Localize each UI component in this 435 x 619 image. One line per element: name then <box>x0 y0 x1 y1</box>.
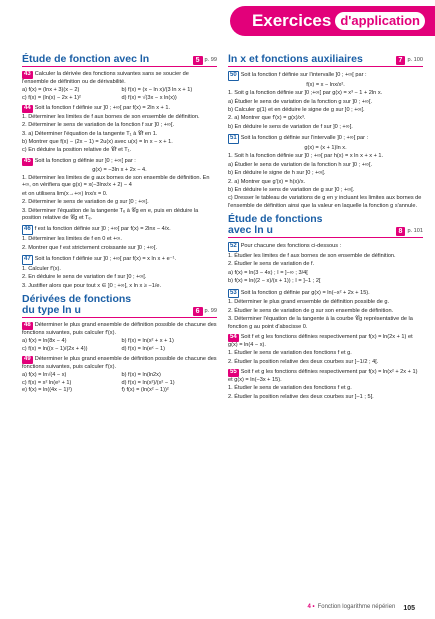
question-1b: et on utilisera lim(x→+∞) lnx/x = 0. <box>22 190 108 197</box>
item-a: a) f(x) = ln(8x − 4) <box>22 338 67 345</box>
exercise-number: 48 <box>24 322 31 329</box>
question-2b: b) En déduire le sens de variation de f sur ]0 ; +∞[. <box>228 123 353 130</box>
item-a: a) f(x) = (lnx + 3)(x − 2) <box>22 87 80 94</box>
item-a: a) f(x) = ln√(4 − x) <box>22 372 67 379</box>
question-2b: b) En déduire le sens de variation de g sur ]0 ; +∞[. <box>228 186 355 193</box>
section-title: Étude de fonction avec ln <box>22 53 150 65</box>
exercise-intro: Soit la fonction f définie sur ]0 ; +∞[ par f(x) = x ln x + e⁻¹. <box>34 256 177 263</box>
footer-label: Fonction logarithme népérien <box>317 604 396 611</box>
question-1: 1. Étudier le sens de variation des fonctions f et g. <box>228 350 352 357</box>
exercise-text: Calculer la dérivée des fonctions suivantes sans se soucier de l'ensemble de définition ou de dérivabilité. <box>22 71 189 85</box>
exercise-number: 53 <box>228 289 239 299</box>
item-c: c) f(x) = (ln(x) − 2x + 1)² <box>22 94 81 101</box>
footer-chapter: 4 • <box>307 604 315 611</box>
exercise-49 <box>22 356 217 394</box>
exercise-54 <box>228 334 423 366</box>
question-3c: c) En déduire la position relative de 𝒞f et T₁. <box>22 147 132 154</box>
exercise-46 <box>22 225 217 252</box>
item-b: b) f(x) = (x − ln x)/(3 ln x + 1) <box>121 87 193 94</box>
section-title <box>228 214 323 236</box>
exercise-intro: Soit f et g les fonctions définies respectivement par f(x) = ln(2x + 1) et g(x) = ln(4 − x). <box>228 333 413 348</box>
exercise-number: 45 <box>24 157 31 164</box>
exercise-number: 46 <box>22 225 33 235</box>
question-3: 3. Justifier alors que pour tout x ∈ ]0 ; +∞[, x ln x ≥ −1/e. <box>22 282 162 289</box>
ref-number: 5 <box>193 56 203 65</box>
banner-title: Exercices <box>251 10 332 30</box>
item-b: b) f(x) = ln(x² + x + 1) <box>121 338 174 345</box>
question-2: 2. Étudier la position relative des deux courbes sur ]−1/2 ; 4[. <box>228 358 379 365</box>
question-2: 2. Étudier le sens de variation de g sur son ensemble de définition. <box>228 307 394 314</box>
question-1b: b) Calculer g(1) et en déduire le signe de g sur ]0 ; +∞[. <box>228 107 365 114</box>
exercise-48 <box>22 322 217 353</box>
exercise-intro: Pour chacune des fonctions ci-dessous : <box>240 243 342 250</box>
question-1: 1. Soit h la fonction définie sur ]0 ; +∞[ par h(x) = x ln x + x + 1. <box>228 153 384 160</box>
item-b: b) f(x) = ln((2 − x)/(x + 1)) ; I = ]−1 ; 2[ <box>228 278 321 285</box>
section-title-line: avec ln u <box>228 224 273 237</box>
question-1: 1. Étudier les limites de f aux bornes de son ensemble de définition. <box>228 253 396 260</box>
page-number: 105 <box>403 604 415 612</box>
ref-page: p. 101 <box>407 227 423 234</box>
question-1: 1. Calculer f′(x). <box>22 265 61 272</box>
banner-subtitle: d'application <box>335 12 425 29</box>
section-header <box>22 294 217 318</box>
question-1: 1. Déterminer les limites de f aux bornes de son ensemble de définition. <box>22 113 200 120</box>
question-2: 2. Déterminer le sens de variation de la fonction f sur ]0 ; +∞[. <box>22 122 175 129</box>
ref-number: 6 <box>193 307 203 316</box>
exercise-text: Déterminer le plus grand ensemble de définition possible de chacune des fonctions suivantes, puis calculer f′(x). <box>22 322 217 336</box>
section-title <box>22 294 131 316</box>
right-column <box>228 50 423 404</box>
exercise-43 <box>22 71 217 102</box>
exercise-text: Déterminer le plus grand ensemble de définition possible de chacune des fonctions suivantes, puis calculer f′(x). <box>22 356 217 371</box>
question-1: 1. Déterminer les limites de g aux bornes de son ensemble de définition. En +∞, on vérifiera que g(x) = x(−3lnx/x + 2) − 4 <box>22 175 210 189</box>
section-ref <box>396 56 423 65</box>
ref-page: p. 99 <box>204 307 217 314</box>
exercise-intro: Soit f et g les fonctions définies respectivement par f(x) = ln(x² + 2x + 1) et g(x) = ln(−3x + 15). <box>228 368 418 383</box>
exercise-44 <box>22 105 217 155</box>
item-c: c) f(x) = x² ln(eˣ + 1) <box>22 379 72 386</box>
section-title-line: Dérivées de fonctions <box>22 293 132 306</box>
exercise-intro: Soit la fonction g définie sur ]0 ; +∞[ par : <box>34 157 136 164</box>
question-1: 1. Déterminer le plus grand ensemble de définition possible de g. <box>228 299 390 306</box>
exercise-52 <box>228 242 423 285</box>
exercise-number: 51 <box>228 134 239 144</box>
exercise-intro: Soit la fonction f définie sur l'intervalle ]0 ; +∞[ par : <box>240 72 367 79</box>
left-column <box>22 50 217 398</box>
question-3a: 3. a) Déterminer l'équation de la tangente T₁ à 𝒞f en 1. <box>22 130 158 137</box>
item-d: d) f(x) = ln(x²)/(x² − 1) <box>121 379 175 386</box>
question-3: 3. Déterminer l'équation de la tangente Tₑ à 𝒞g en e, puis en déduire la position relative de 𝒞g et Tₑ. <box>22 207 199 221</box>
question-2: 2. Déterminer le sens de variation de g sur ]0 ; +∞[. <box>22 199 149 206</box>
question-1: 1. Soit g la fonction définie sur ]0 ;+∞[ par g(x) = x³ − 1 + 2ln x. <box>228 90 383 97</box>
page-banner <box>230 6 435 36</box>
exercise-number: 47 <box>22 255 33 265</box>
question-1b: b) En déduire le signe de h sur ]0 ; +∞[. <box>228 170 326 177</box>
item-d: d) f(x) = √(3x − x ln(x)) <box>121 94 177 101</box>
section-header <box>228 214 423 238</box>
section-ref <box>396 227 423 236</box>
question-3: 3. Déterminer l'équation de la tangente à la courbe 𝒞g représentative de la fonction g au point d'abscisse 0. <box>228 316 413 330</box>
exercise-number: 54 <box>230 333 237 340</box>
exercise-45 <box>22 158 217 223</box>
question-1a: a) Étudier le sens de variation de la fonction h sur ]0 ; +∞[. <box>228 161 373 168</box>
exercise-intro: f est la fonction définie sur ]0 ; +∞[ par f(x) = 2lnx − 4/x. <box>34 226 171 233</box>
section-ref <box>193 56 217 65</box>
exercise-51 <box>228 134 423 210</box>
ref-page: p. 100 <box>407 56 423 63</box>
item-b: b) f(x) = ln(ln2x) <box>121 372 161 379</box>
section-ref <box>193 307 217 316</box>
item-d: d) f(x) = ln(eˣ − 1) <box>121 345 165 352</box>
exercise-number: 52 <box>228 242 239 252</box>
item-c: c) f(x) = ln((x − 1)/(2x + 4)) <box>22 345 88 352</box>
section-title: ln x et fonctions auxiliaires <box>228 53 363 65</box>
formula: g(x) = −3ln x + 2x − 4. <box>92 166 147 173</box>
question-2a: 2. a) Montrer que f′(x) = g(x)/x³. <box>228 115 306 122</box>
section-title-line: du type ln u <box>22 304 81 317</box>
exercise-53 <box>228 289 423 331</box>
question-1: 1. Étudier le sens de variation des fonctions f et g. <box>228 385 352 392</box>
exercise-47 <box>22 255 217 290</box>
exercise-number: 50 <box>228 71 239 81</box>
question-1: 1. Déterminer les limites de f en 0 et +∞. <box>22 236 122 243</box>
item-a: a) f(x) = ln(3 − 4x) ; I = ]−∞ ; 3/4[ <box>228 269 308 276</box>
exercise-55 <box>228 369 423 401</box>
exercise-number: 44 <box>24 105 31 112</box>
section-header <box>22 54 217 67</box>
item-f: f) f(x) = (ln(x² − 1))² <box>121 387 169 394</box>
exercise-intro: Soit la fonction g définie sur l'intervalle ]0 ; +∞[ par : <box>240 135 369 142</box>
ref-number: 7 <box>396 56 406 65</box>
question-2a: 2. a) Montrer que g′(x) = h(x)/x. <box>228 178 306 185</box>
question-2: 2. Étudier le sens de variation de f. <box>228 261 315 268</box>
section-header <box>228 54 423 67</box>
question-1a: a) Étudier le sens de variation de la fonction g sur ]0 ; +∞[. <box>228 98 373 105</box>
item-e: e) f(x) = ln((4x − 1)²) <box>22 387 73 394</box>
exercise-50 <box>228 71 423 131</box>
question-3b: b) Montrer que f(x) − (2x − 1) = 2u(x) avec u(x) = ln x − x + 1. <box>22 139 173 146</box>
exercise-intro: Soit la fonction g définie par g(x) = ln(−x² + 2x + 15). <box>240 289 370 296</box>
page-footer <box>307 604 415 613</box>
formula: f(x) = x − lnx/x². <box>306 81 345 88</box>
exercise-intro: Soit la fonction f définie sur ]0 ; +∞[ par f(x) = 2ln x + 1. <box>34 105 171 112</box>
exercise-number: 55 <box>230 368 237 375</box>
exercise-number: 43 <box>24 71 31 78</box>
section-title-line: Étude de fonctions <box>228 213 323 226</box>
formula: g(x) = (x + 1)ln x. <box>304 145 347 152</box>
ref-page: p. 99 <box>204 56 217 63</box>
question-2: 2. En déduire le sens de variation de f sur ]0 ; +∞[. <box>22 274 147 281</box>
question-2: 2. Étudier la position relative des deux courbes sur ]−1 ; 5[. <box>228 393 374 400</box>
ref-number: 8 <box>396 227 406 236</box>
question-2c: c) Dresser le tableau de variations de g en y incluant les limites aux bornes de l'ensemble de définition ainsi que la valeur en laquelle la fonction g s'annule. <box>228 195 422 209</box>
question-2: 2. Montrer que f est strictement croissante sur ]0 ; +∞[. <box>22 244 158 251</box>
exercise-number: 49 <box>24 356 31 363</box>
